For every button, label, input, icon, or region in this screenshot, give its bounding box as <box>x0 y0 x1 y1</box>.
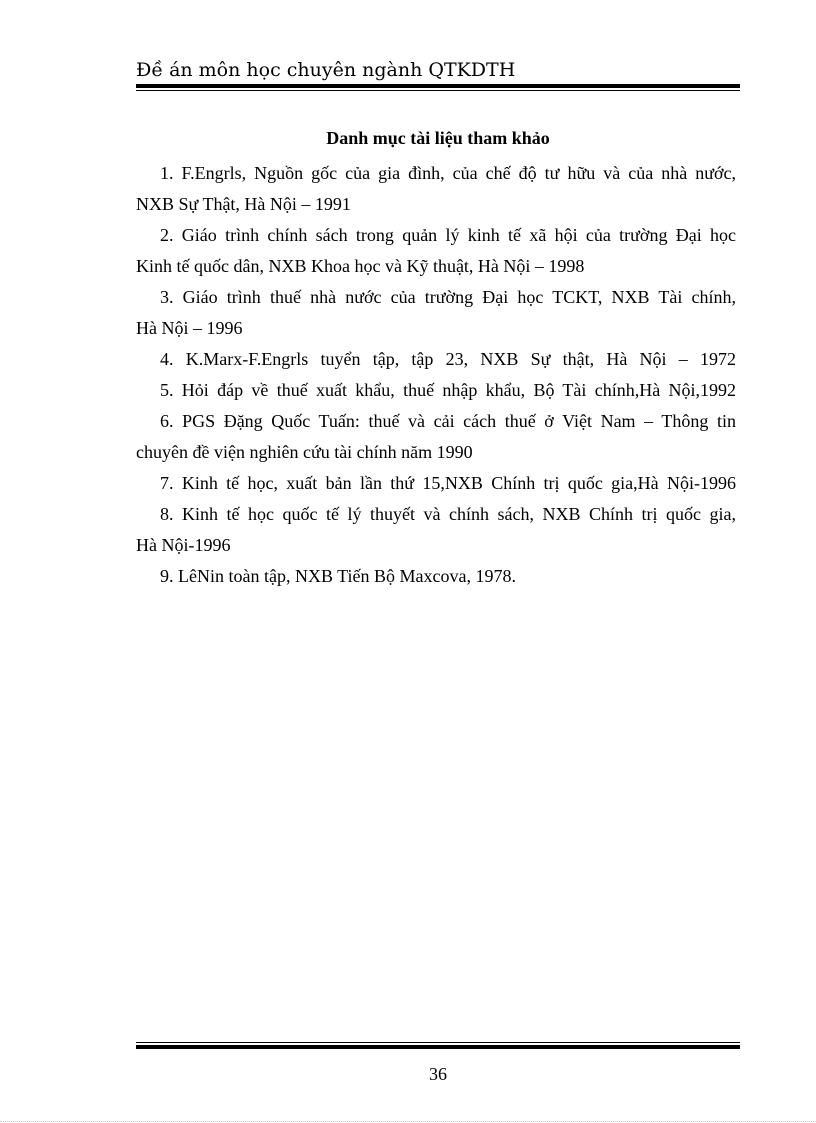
reference-line: 9. LêNin toàn tập, NXB Tiến Bộ Maxcova, 1978. <box>160 566 516 586</box>
reference-line: NXB Sự Thật, Hà Nội – 1991 <box>136 194 351 214</box>
reference-line: 7. Kinh tế học, xuất bản lần thứ 15,NXB Chính trị quốc gia,Hà Nội-1996 <box>160 473 736 493</box>
reference-line: chuyên đề viện nghiên cứu tài chính năm 1990 <box>136 442 473 462</box>
reference-line: 8. Kinh tế học quốc tế lý thuyết và chính sách, NXB Chính trị quốc gia, <box>160 504 736 524</box>
header-title: Đề án môn học chuyên ngành QTKDTH <box>136 59 516 81</box>
reference-line: 6. PGS Đặng Quốc Tuấn: thuế và cải cách thuế ở Việt Nam – Thông tin <box>160 411 736 431</box>
reference-list <box>136 158 736 592</box>
reference-line: Kinh tế quốc dân, NXB Khoa học và Kỹ thuật, Hà Nội – 1998 <box>136 256 585 276</box>
reference-line: 2. Giáo trình chính sách trong quản lý kinh tế xã hội của trường Đại học <box>160 225 736 245</box>
page-bottom-dotted-line <box>0 1121 816 1122</box>
header-rule-thin <box>136 90 740 91</box>
reference-line: 5. Hỏi đáp về thuế xuất khẩu, thuế nhập khẩu, Bộ Tài chính,Hà Nội,1992 <box>160 380 736 400</box>
footer-rule-thin <box>136 1042 740 1043</box>
references-heading: Danh mục tài liệu tham khảo <box>326 128 550 148</box>
header-rule-thick <box>136 84 740 88</box>
page-number: 36 <box>429 1064 447 1084</box>
reference-line: 4. K.Marx-F.Engrls tuyển tập, tập 23, NXB Sự thật, Hà Nội – 1972 <box>160 349 736 369</box>
reference-line: 1. F.Engrls, Nguồn gốc của gia đình, của chế độ tư hữu và của nhà nước, <box>160 163 736 183</box>
reference-line: Hà Nội-1996 <box>136 535 231 555</box>
footer-rule-thick <box>136 1045 740 1049</box>
reference-line: Hà Nội – 1996 <box>136 318 243 338</box>
reference-line: 3. Giáo trình thuế nhà nước của trường Đại học TCKT, NXB Tài chính, <box>160 287 736 307</box>
